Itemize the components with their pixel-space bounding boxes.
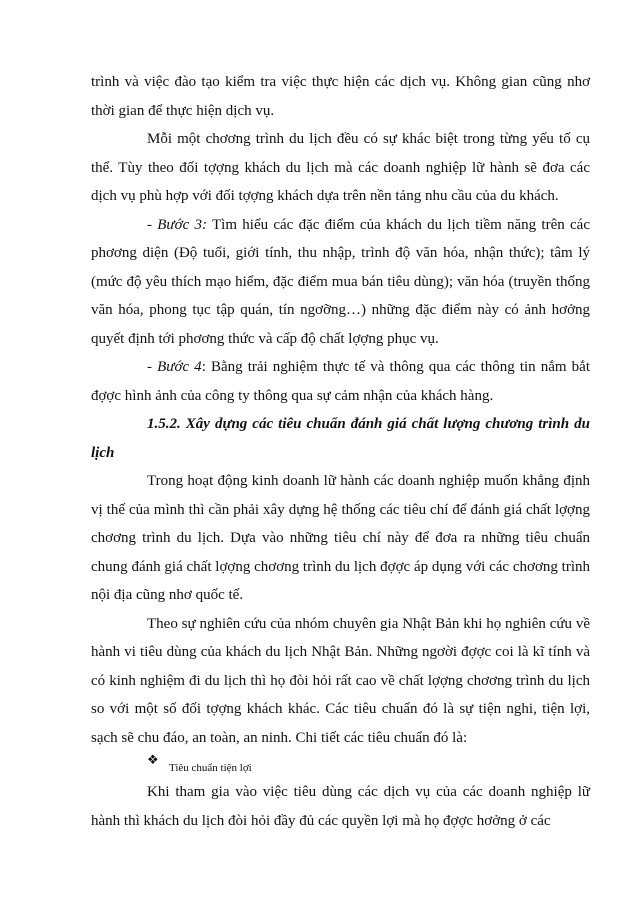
step-4-text: : Bằng trải nghiệm thực tế và thông qua các thông tin nắm bắt đợợc hình ảnh của công ty thông qua sự cảm nhận của khách hàng. — [91, 359, 590, 404]
step-4-prefix: - — [147, 359, 158, 375]
paragraph-continuation: trình và việc đào tạo kiểm tra việc thực hiện các dịch vụ. Không gian cũng nhơ thời gian để thực hiện dịch vụ. — [91, 74, 590, 119]
step-4-label: Bước 4 — [157, 359, 202, 375]
step-3-label: Bước 3: — [157, 216, 208, 233]
paragraph-japanese-study: Theo sự nghiên cứu của nhóm chuyên gia Nhật Bản khi họ nghiên cứu về hành vi tiêu dùng của khách du lịch Nhật Bản. Những ngơời đợợc coi là kĩ tính và có kinh nghiệm đi du lịch thì họ đòi hỏi rất cao về chất lợợng chơơng trình du lịch so với một số đối tợợng khách khác. Các tiêu chuẩn đó là sự tiện nghi, tiện lợi, sạch sẽ chu đáo, an toàn, an ninh. Chi tiết các tiêu chuẩn đó là: — [91, 615, 590, 746]
paragraph-program-differences: Mỗi một chơơng trình du lịch đều có sự khác biệt trong từng yếu tố cụ thể. Tùy theo đối tợợng khách du lịch mà các doanh nghiệp lữ hành sẽ đơa các dịch vụ phù hợp với đối tợợng khách dựa trên nền tảng nhu cầu của du khách. — [91, 131, 590, 204]
bullet-item — [91, 752, 590, 778]
bullet-label: Tiêu chuẩn tiện lợi — [169, 762, 252, 774]
diamond-bullet-icon: ❖ — [147, 752, 159, 767]
body-text — [91, 68, 590, 835]
paragraph-step-3 — [91, 211, 590, 354]
paragraph-criteria: Trong hoạt động kinh doanh lữ hành các doanh nghiệp muốn khẳng định vị thế của mình thì cần phải xây dựng hệ thống các tiêu chí để đánh giá chất lợợng chơơng trình du lịch. Dựa vào những tiêu chí này để đơa ra những tiêu chuẩn chung đánh giá chất lợợng chơơng trình du lịch đợợc áp dụng với các chơơng trình nội địa cũng nhơ quốc tế. — [91, 473, 590, 603]
step-3-text: Tìm hiểu các đặc điểm của khách du lịch tiềm năng trên các phơơng diện (Độ tuổi, giới tính, thu nhập, trình độ văn hóa, nhận thức); tâm lý (mức độ yêu thích mạo hiểm, đặc điểm mua bán tiêu dùng); văn hóa (truyền thống văn hóa, phong tục tập quán, tín ngơỡng…) những đặc điểm này có ảnh hơởng quyết định tới phơơng thức và cấp độ chất lợợng phục vụ. — [91, 216, 590, 347]
paragraph-step-4 — [91, 353, 590, 410]
section-heading: 1.5.2. Xây dựng các tiêu chuẩn đánh giá chất lượng chương trình du lịch — [91, 416, 590, 461]
step-3-prefix: - — [147, 216, 158, 233]
paragraph-convenience: Khi tham gia vào việc tiêu dùng các dịch vụ của các doanh nghiệp lữ hành thì khách du lịch đòi hỏi đầy đủ các quyền lợi mà họ đợợc hơởng ở các — [91, 784, 590, 829]
